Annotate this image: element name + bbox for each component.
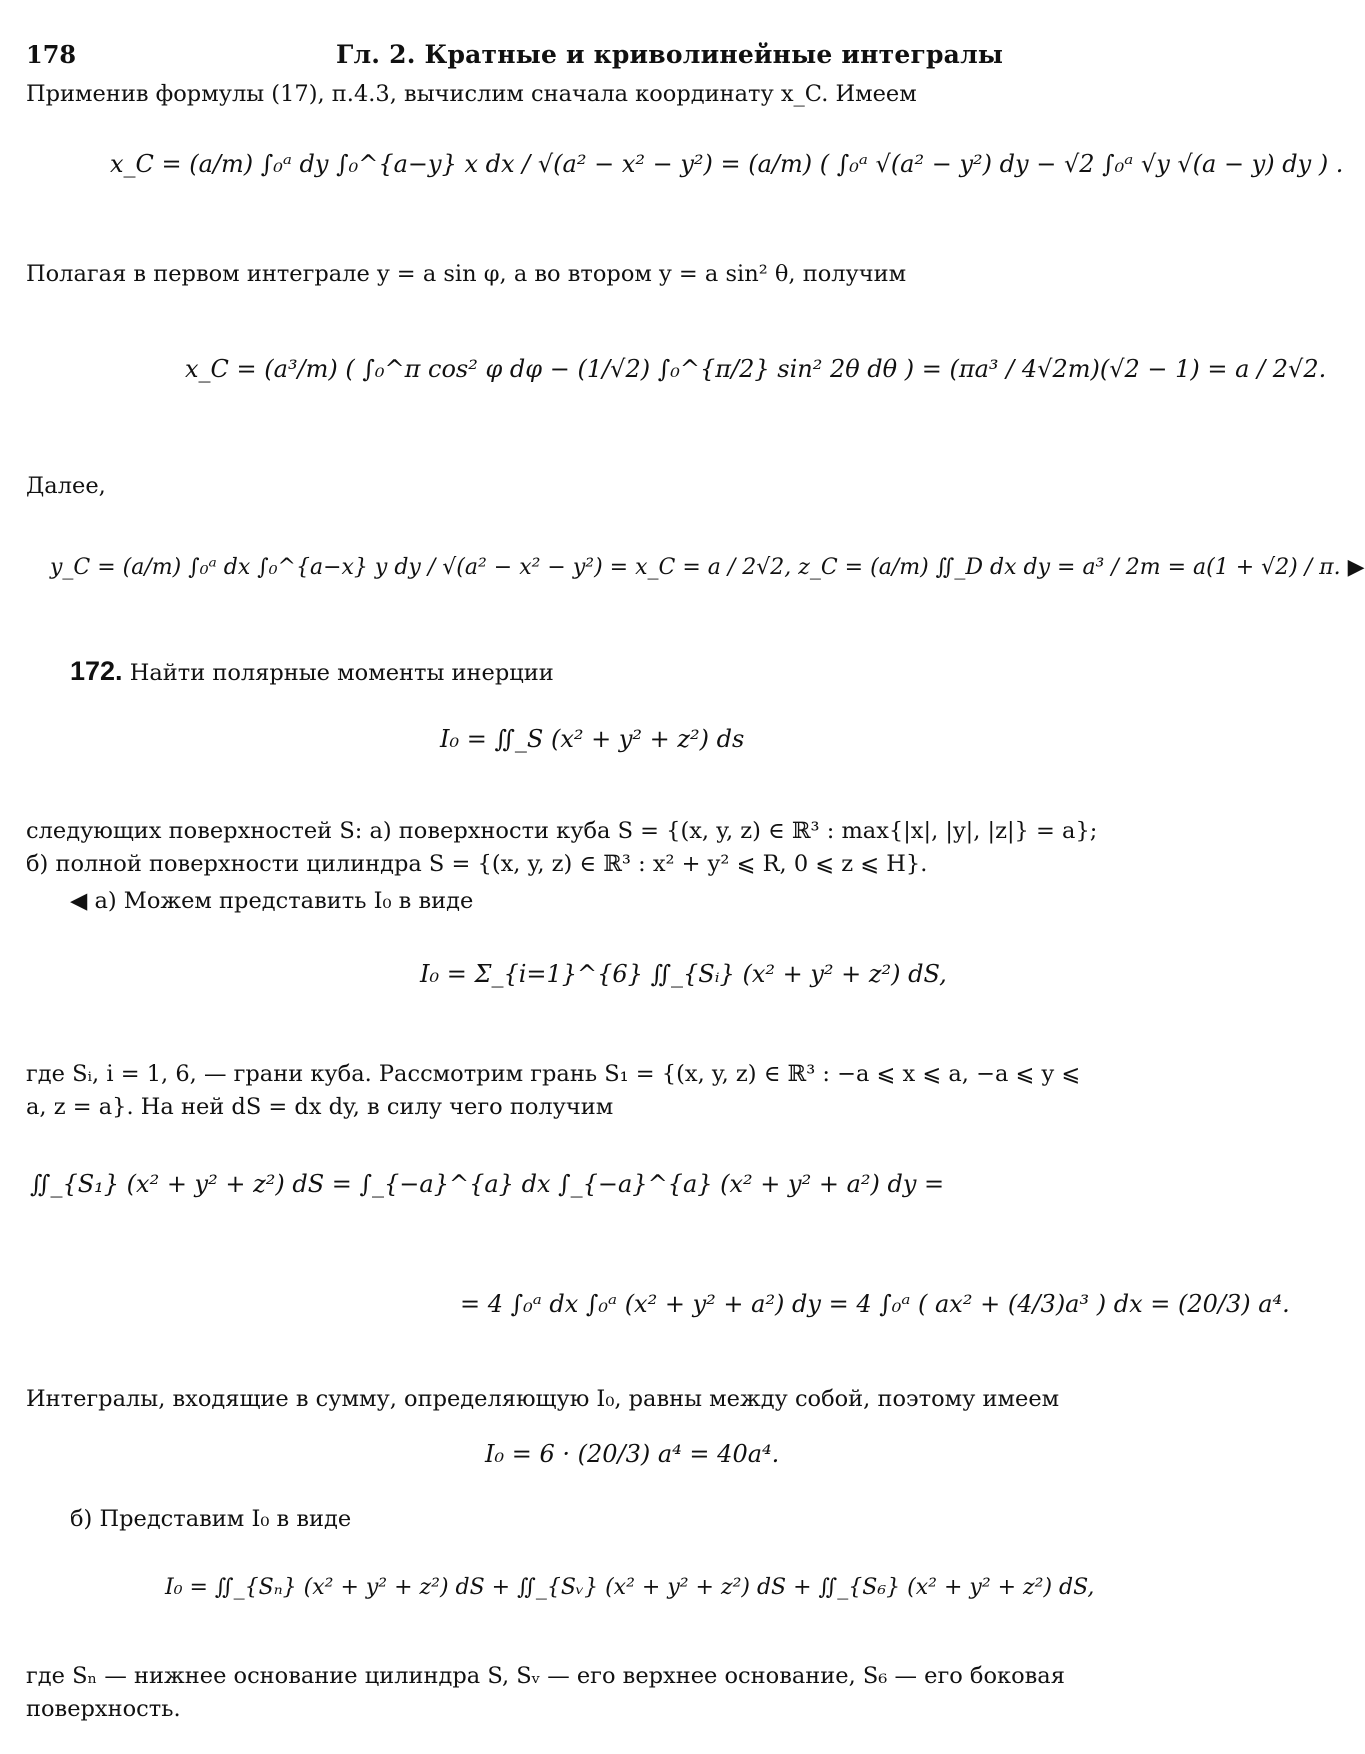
paragraph-further: Далее, — [26, 473, 106, 499]
formula-cylinder-sum: I₀ = ∬_{Sₙ} (x² + y² + z²) dS + ∬_{Sᵥ} (x² + y² + z²) dS + ∬_{S₆} (x² + y² + z²) dS, — [165, 1575, 1095, 1600]
formula-yc-zc-text: y_C = (a/m) ∫₀ᵃ dx ∫₀^{a−x} y dy / √(a² − x² − y²) = x_C = a / 2√2, z_C = (a/m) ∬_D dx dy = a³ / 2m = a(1 + √2) / π. — [50, 555, 1341, 580]
problem-text: Найти полярные моменты инерции — [129, 660, 554, 686]
running-head: Гл. 2. Кратные и криволинейные интегралы — [336, 40, 1004, 69]
formula-xc-integral: x_C = (a/m) ∫₀ᵃ dy ∫₀^{a−y} x dx / √(a² − x² − y²) = (a/m) ( ∫₀ᵃ √(a² − y²) dy − √2 ∫₀ᵃ √y √(a − y) dy ) . — [110, 150, 1344, 178]
formula-polar-moment: I₀ = ∬_S (x² + y² + z²) ds — [440, 725, 745, 753]
end-of-solution-marker: ▶ — [1347, 555, 1365, 580]
paragraph-cylinder-parts: где Sₙ — нижнее основание цилиндра S, Sᵥ — его верхнее основание, S₆ — его боковая — [26, 1663, 1065, 1689]
formula-sum-faces: I₀ = Σ_{i=1}^{6} ∬_{Sᵢ} (x² + y² + z²) dS, — [420, 960, 947, 988]
formula-cube-moment: I₀ = 6 · (20/3) a⁴ = 40a⁴. — [485, 1440, 780, 1468]
formula-face-result: = 4 ∫₀ᵃ dx ∫₀ᵃ (x² + y² + a²) dy = 4 ∫₀ᵃ ( ax² + (4/3)a³ ) dx = (20/3) a⁴. — [460, 1290, 1290, 1318]
paragraph-substitution: Полагая в первом интеграле y = a sin φ, а во втором y = a sin² θ, получим — [26, 261, 907, 287]
formula-face-integral: ∬_{S₁} (x² + y² + z²) dS = ∫_{−a}^{a} dx ∫_{−a}^{a} (x² + y² + a²) dy = — [30, 1170, 945, 1198]
problem-statement — [70, 655, 1240, 690]
paragraph-equal-integrals: Интегралы, входящие в сумму, определяющую I₀, равны между собой, поэтому имеем — [26, 1386, 1060, 1412]
paragraph-solution-a: ◀ а) Можем представить I₀ в виде — [70, 888, 474, 914]
paragraph-faces: где Sᵢ, i = 1, 6, — грани куба. Рассмотрим грань S₁ = {(x, y, z) ∈ ℝ³ : −a ⩽ x ⩽ a, −a ⩽ y ⩽ — [26, 1061, 1081, 1087]
page-header — [26, 40, 1186, 72]
formula-yc-zc — [50, 555, 1365, 581]
paragraph-face-element: a, z = a}. На ней dS = dx dy, в силу чего получим — [26, 1094, 614, 1120]
formula-xc-result: x_C = (a³/m) ( ∫₀^π cos² φ dφ − (1/√2) ∫₀^{π/2} sin² 2θ dθ ) = (πa³ / 4√2m)(√2 − 1) = a / 2√2. — [185, 355, 1327, 383]
paragraph-solution-b: б) Представим I₀ в виде — [70, 1506, 352, 1532]
paragraph-surfaces-a: следующих поверхностей S: а) поверхности куба S = {(x, y, z) ∈ ℝ³ : max{|x|, |y|, |z|} = a}; — [26, 818, 1098, 844]
problem-number: 172. — [70, 656, 123, 686]
paragraph-cylinder-lateral: поверхность. — [26, 1696, 181, 1722]
paragraph-surfaces-b: б) полной поверхности цилиндра S = {(x, y, z) ∈ ℝ³ : x² + y² ⩽ R, 0 ⩽ z ⩽ H}. — [26, 851, 928, 877]
paragraph-intro: Применив формулы (17), п.4.3, вычислим сначала координату x_C. Имеем — [26, 81, 917, 107]
page-number: 178 — [26, 40, 77, 69]
